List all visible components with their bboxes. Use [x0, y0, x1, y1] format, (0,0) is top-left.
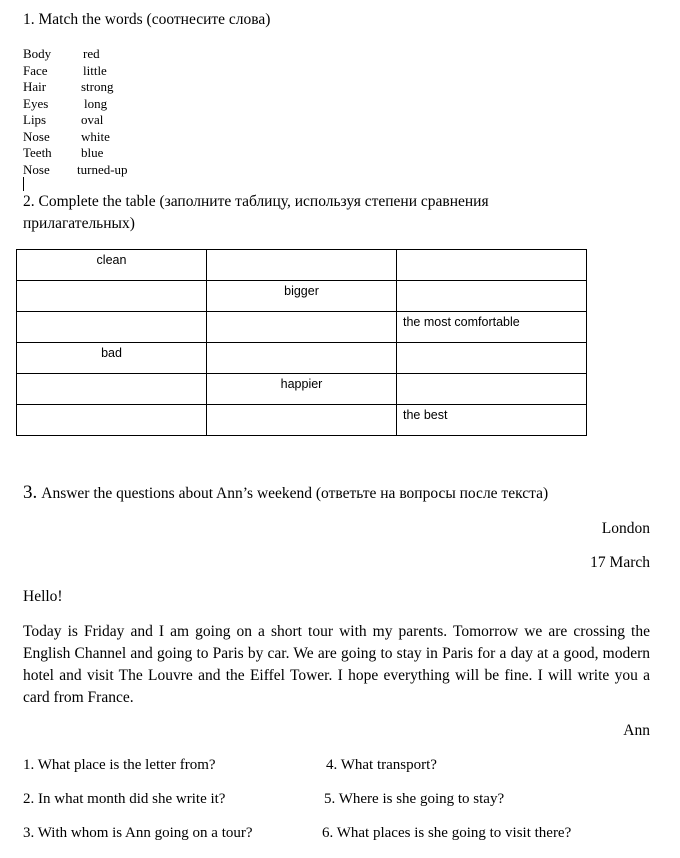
match-left-word: Body	[23, 46, 52, 61]
table-cell[interactable]: the most comfortable	[397, 312, 587, 343]
match-right-word: white	[81, 128, 110, 144]
table-cell[interactable]	[207, 312, 397, 343]
table-cell[interactable]	[207, 343, 397, 374]
match-right-word: blue	[81, 145, 104, 160]
table-cell[interactable]	[207, 250, 397, 281]
table-cell[interactable]: happier	[207, 374, 397, 405]
table-cell[interactable]	[17, 374, 207, 405]
table-cell[interactable]	[397, 281, 587, 312]
task2-title-line2: прилагательных)	[23, 215, 135, 232]
table-cell[interactable]	[397, 374, 587, 405]
table-row	[17, 405, 587, 436]
table-cell[interactable]	[17, 312, 207, 343]
match-left-word: Teeth	[23, 145, 52, 160]
letter-signature: Ann	[623, 722, 650, 739]
match-right-word: long	[84, 95, 108, 111]
table-cell[interactable]	[397, 250, 587, 281]
text-cursor	[23, 177, 24, 191]
task1-title: 1. Match the words (соотнесите слова)	[23, 11, 271, 28]
match-left-word: Face	[23, 62, 48, 78]
question-item: 1. What place is the letter from?	[23, 757, 216, 773]
table-cell[interactable]	[207, 405, 397, 436]
table-cell[interactable]: clean	[17, 250, 207, 281]
table-cell[interactable]	[17, 405, 207, 436]
match-left-word: Lips	[23, 112, 47, 127]
table-cell[interactable]	[397, 343, 587, 374]
match-right-word: red	[83, 46, 100, 61]
table-row	[17, 250, 587, 281]
table-row	[17, 343, 587, 374]
question-item: 6. What places is she going to visit there?	[322, 825, 572, 841]
table-cell[interactable]: bad	[17, 343, 207, 374]
question-item: 3. With whom is Ann going on a tour?	[23, 825, 253, 841]
task2-title-line1: 2. Complete the table (заполните таблицу, используя степени сравнения	[23, 193, 489, 210]
question-item: 5. Where is she going to stay?	[324, 791, 505, 807]
letter-body: Today is Friday and I am going on a short tour with my parents. Tomorrow we are crossing the English Channel and going to Paris by car. We are going to stay in Paris for a day at a good, modern hotel and visit The Louvre and the Eiffel Tower. I hope everything will be fine. I will write you a card from France.	[23, 623, 650, 706]
match-right-word: turned-up	[77, 161, 128, 177]
question-item: 2. In what month did she write it?	[23, 791, 226, 807]
table-cell[interactable]: bigger	[207, 281, 397, 312]
match-left-word: Eyes	[23, 95, 49, 111]
match-left-word: Nose	[23, 128, 50, 144]
match-right-word: oval	[81, 112, 104, 127]
comparison-table	[16, 249, 587, 436]
letter-date: 17 March	[590, 554, 650, 571]
task3-title: Answer the questions about Ann’s weekend (ответьте на вопросы после текста)	[41, 485, 549, 502]
table-cell[interactable]: the best	[397, 405, 587, 436]
match-right-word: little	[83, 62, 107, 78]
table-row	[17, 281, 587, 312]
table-row	[17, 312, 587, 343]
question-item: 4. What transport?	[326, 757, 437, 773]
match-right-word: strong	[81, 79, 114, 94]
letter-greeting: Hello!	[23, 588, 63, 605]
match-left-word: Hair	[23, 79, 47, 94]
task3-heading	[23, 482, 548, 504]
letter-city: London	[601, 520, 650, 537]
task3-number: 3.	[23, 482, 38, 503]
table-cell[interactable]	[17, 281, 207, 312]
table-row	[17, 374, 587, 405]
match-left-word: Nose	[23, 161, 50, 177]
